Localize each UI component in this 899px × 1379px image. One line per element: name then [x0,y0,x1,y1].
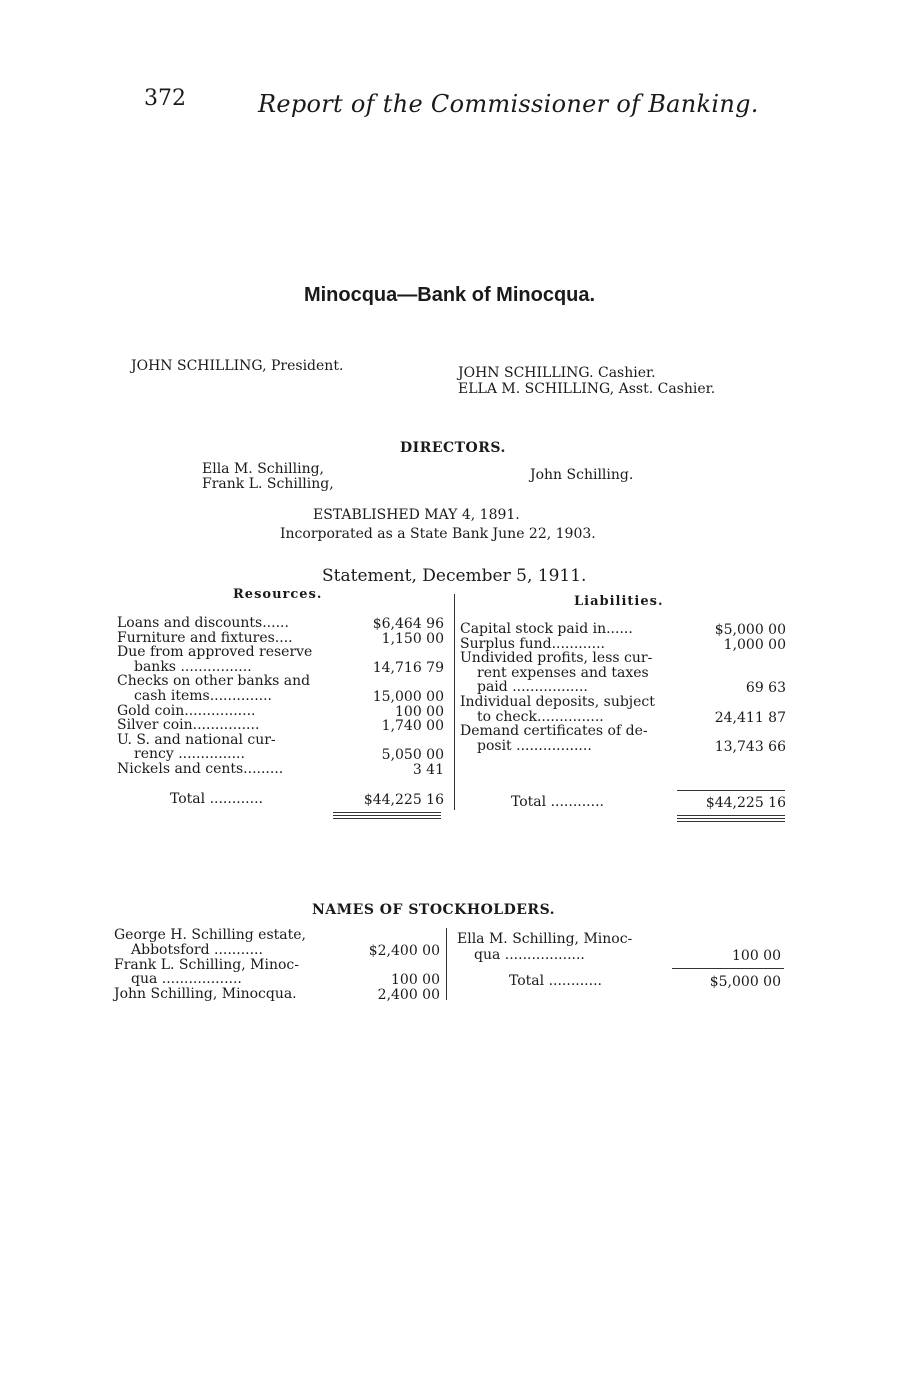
stockholder-row-label: Ella M. Schilling, Minoc- [457,931,633,947]
resource-row-amount: 5,050 00 [381,747,444,764]
stockholders-total-rule [672,968,784,969]
resource-row-label: Loans and discounts...... [117,615,289,631]
resource-row-label: Due from approved reserve [117,644,313,661]
president: JOHN SCHILLING, President. [131,358,344,374]
stockholders-total-label: Total ............ [509,973,602,989]
running-title: Report of the Commissioner of Banking. [258,90,759,118]
directors-heading: DIRECTORS. [400,440,506,456]
stockholder-row-amount: 100 00 [732,948,781,964]
resource-row-amount: 3 41 [412,762,444,778]
resource-row-amount: 15,000 00 [372,689,444,705]
statement-title: Statement, December 5, 1911. [322,566,587,586]
liabilities-total-rule-3 [677,821,785,822]
liabilities-total-rule-1 [677,815,785,816]
liabilities-total-label: Total ............ [511,794,604,810]
cashier: JOHN SCHILLING. Cashier. [458,365,656,381]
statement-divider [454,594,455,810]
resources-heading: Resources. [233,587,323,602]
incorporated: Incorporated as a State Bank June 22, 1903. [280,526,596,542]
liabilities-total-rule-2 [677,818,785,819]
liability-row-label: Capital stock paid in...... [460,621,633,637]
director-left-2: Frank L. Schilling, [202,476,334,492]
resource-row-label: rency ............... [134,746,245,763]
liability-row-amount: 13,743 66 [714,738,786,755]
resource-row-label: Nickels and cents......... [117,761,284,777]
liability-row-amount: 1,000 00 [723,636,786,653]
stockholder-row-amount: 100 00 [391,972,440,989]
page-number: 372 [144,86,186,111]
liability-row-amount: 69 63 [745,680,786,697]
resources-total-rule-2 [333,815,441,816]
liability-row-label: Individual deposits, subject [460,694,655,710]
director-right: John Schilling. [530,467,634,483]
resources-total-amount: $44,225 16 [363,792,444,808]
resource-row-amount: 14,716 79 [372,659,444,676]
liability-row-label: Surplus fund............ [460,635,605,652]
liabilities-sum-rule [677,790,785,791]
stockholder-row-label: George H. Schilling estate, [114,927,306,943]
resources-total-rule-1 [333,812,441,813]
asst-cashier: ELLA M. SCHILLING, Asst. Cashier. [458,381,716,397]
resource-row-label: cash items.............. [134,688,272,704]
resource-row-amount: 100 00 [395,703,444,720]
resource-row-label: Checks on other banks and [117,673,311,690]
resource-row-label: U. S. and national cur- [117,731,276,748]
stockholder-row-amount: 2,400 00 [377,987,440,1004]
resource-row-label: Furniture and fixtures.... [117,629,293,646]
stockholder-row-label: qua .................. [474,947,585,963]
liability-row-label: paid ................. [477,679,588,696]
liability-row-label: Undivided profits, less cur- [460,650,653,667]
liabilities-total-amount: $44,225 16 [705,795,786,811]
stockholders-heading: NAMES OF STOCKHOLDERS. [312,902,556,918]
liability-row-label: rent expenses and taxes [477,664,649,681]
liability-row-label: Demand certificates of de- [460,723,648,740]
resource-row-amount: 1,150 00 [381,630,444,647]
bank-title: Minocqua—Bank of Minocqua. [303,284,596,306]
resources-total-label: Total ............ [170,791,263,807]
liability-row-amount: 24,411 87 [714,709,786,726]
liability-row-amount: $5,000 00 [714,622,786,638]
resource-row-amount: 1,740 00 [381,718,444,735]
director-left-1: Ella M. Schilling, [202,461,324,477]
stockholders-divider [446,928,447,1000]
liability-row-label: posit ................. [477,737,592,754]
resource-row-label: Gold coin................ [117,702,256,719]
resource-row-label: banks ................ [134,658,252,675]
stockholders-total-amount: $5,000 00 [709,974,781,990]
resource-row-amount: $6,464 96 [372,616,444,632]
stockholder-row-label: Abbotsford ........... [131,941,263,958]
resource-row-label: Silver coin............... [117,717,260,734]
resources-total-rule-3 [333,818,441,819]
liabilities-heading: Liabilities. [574,594,664,609]
liability-row-label: to check............... [477,708,604,725]
stockholder-row-amount: $2,400 00 [368,942,440,959]
stockholder-row-label: Frank L. Schilling, Minoc- [114,956,299,973]
established: ESTABLISHED MAY 4, 1891. [313,507,520,523]
stockholder-row-label: John Schilling, Minocqua. [114,986,297,1003]
stockholder-row-label: qua .................. [131,971,242,988]
